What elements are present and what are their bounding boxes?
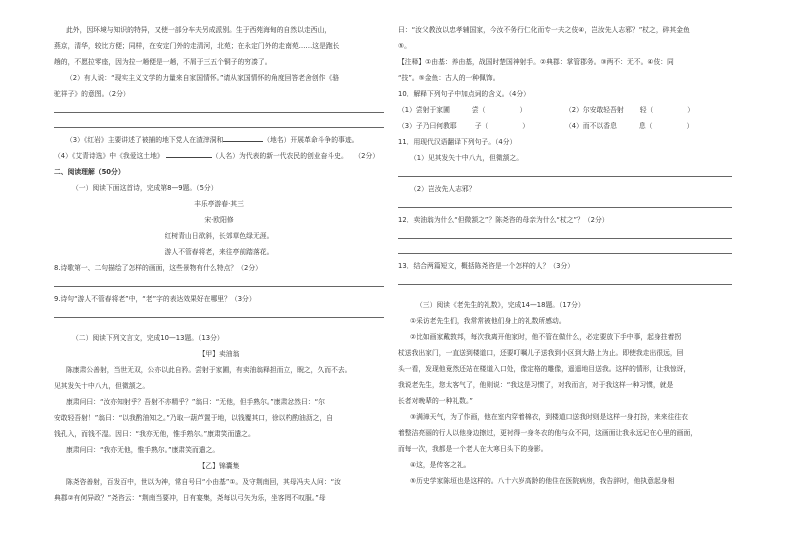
- poem-author: 宋·欧阳修: [204, 216, 234, 224]
- question-11-1: （1）见其发矢十中八九，但微颔之。: [410, 154, 524, 162]
- text-line: 长者对晚辈的一种礼数。”: [398, 397, 473, 405]
- q10-close[interactable]: ）: [519, 106, 527, 114]
- answer-line[interactable]: [54, 276, 384, 287]
- question-text: （4）《艾青诗选》中《我爱这土地》: [54, 152, 166, 160]
- answer-line[interactable]: [398, 243, 732, 254]
- answer-line[interactable]: [54, 307, 384, 318]
- answer-line[interactable]: [398, 228, 732, 239]
- text-title: 【甲】卖油翁: [198, 350, 240, 358]
- section-heading: 二、阅读理解（50分）: [54, 168, 125, 176]
- text-line: 杖送我出家门，一直送到楼道口，还要叮嘱儿子送我到小区到大路上为止。即使我走出很远，回: [398, 349, 684, 357]
- question-11-2: （2）岂汝先人志邪？: [410, 185, 476, 193]
- text-line: 康肃问曰：“我亦无他，惟手熟尔。”康肃笑而遣之。: [66, 446, 220, 454]
- text-line: ⑤。: [398, 42, 411, 50]
- paragraph-line: 燕京，清华，较比方便；同样，在安定门外的走清河，北苑；在永定门外的走南苑……这是跑长: [54, 42, 340, 50]
- question-2-line: （2）有人说：“现实主义文学的力量来自家国情怀。”请从家国情怀的角度回答老舍创作《骆: [66, 74, 340, 82]
- question-13: 13．结合两篇短文，概括陈尧咨是一个怎样的人？（3分）: [398, 262, 575, 270]
- left-column: [54, 22, 384, 506]
- q10-word: 子（: [474, 122, 489, 130]
- paragraph-line: 此外，因环境与知识的特异，又使一部分车夫另成派别。生于西苑海甸的自然以走西山，: [66, 26, 332, 34]
- question-9: 9.诗句“游人不管春将老”中，“老”字的表达效果好在哪里？（3分）: [54, 295, 256, 303]
- q10-sentence: （1）尝射于家圃: [398, 106, 450, 114]
- notes-line: 【注释】①由基：养由基，战国时楚国神射手。②典郡：掌管郡务。③两不：无不。④伎：同: [398, 58, 674, 66]
- paragraph-line: 趟的，不愿拉零座，因为拉一趟便是一趟，不屑于三五个铜子的穷凑了。: [54, 58, 272, 66]
- text-line: 头一看，发现他竟然还站在楼道入口处，像定格的雕像，遥遥地目送我。这样的情形，让我惊讶，: [398, 365, 691, 373]
- text-line: 陈尧咨善射，百发百中，世以为神，常自号曰“小由基”①。及守荆南回，其母冯夫人问：“汝: [66, 478, 341, 486]
- subsection-heading: （二）阅读下列文言文，完成10—13题。（13分）: [72, 334, 224, 342]
- question-2-line: 驼祥子》的意图。（2分）: [54, 90, 130, 98]
- poem-line: 游人不管春将老，来往亭前踏落花。: [164, 248, 274, 256]
- question-3-text: （3）《红岩》主要讲述了被捕的地下党人在渣滓洞和: [66, 136, 224, 144]
- question-text: （人名）为代表的新一代农民的创业奋斗史。: [211, 152, 348, 160]
- question-10: 10．解释下列句子中加点词的含义。（4分）: [398, 90, 530, 98]
- text-line: 着整洁亮丽的行人以他身边擦过，更衬得一身冬衣的他与众不同，这画面让我永远记在心里的画面，: [398, 429, 698, 437]
- text-line: 见其发矢十中八九，但微颔之。: [54, 382, 150, 390]
- q10-sentence: （2）尔安敢轻吾射: [565, 106, 624, 114]
- question-3-text: （地名）开展革命斗争的事迹。: [263, 136, 359, 144]
- text-line: ④这，是传客之礼。: [410, 461, 471, 469]
- text-line: 典郡②有何异政？”尧咨云：“荆南当要冲，日有宴集，尧每以弓矢为乐，坐客罔不叹服。”母: [54, 494, 326, 502]
- q10-word: 息（: [638, 122, 653, 130]
- question-3-line: [54, 132, 384, 148]
- q10-close[interactable]: ）: [687, 106, 695, 114]
- subsection-heading: （一）阅读下面这首诗，完成第8—9题。（5分）: [72, 184, 218, 192]
- answer-line[interactable]: [54, 117, 384, 128]
- text-line: ③满漳天气，为了作画，他在室内穿着棉衣，到楼道口送我时则是这样一身打扮，来来往往衣: [410, 413, 688, 421]
- text-line: 而每一次，我都是一个老人在大寒日头下的身影。: [398, 445, 548, 453]
- q10-item: [565, 118, 732, 134]
- text-line: 陈康肃公善射，当世无双，公亦以此自矜。尝射于家圃，有卖油翁释担而立，睨之，久而不去。: [66, 366, 352, 374]
- answer-line[interactable]: [398, 274, 732, 285]
- poem-line: 红树青山日欲斜，长郊草色绿无涯。: [164, 232, 274, 240]
- q10-item: [398, 118, 565, 134]
- question-11: 11．用现代汉语翻译下列句子。（4分）: [398, 138, 517, 146]
- text-line: ②比如画家戴敦邦，每次我离开他家时，他不管在做什么，必定要放下手中事，起身拄着拐: [410, 333, 682, 341]
- question-10-row: [398, 102, 732, 118]
- text-line: ⑤历史学家陈垣也是这样的。八十六岁高龄的他住在医院病房，我告辞时，他执意起身相: [410, 477, 675, 485]
- q10-sentence: （3）子乃曰何教耶: [398, 122, 457, 130]
- question-8: 8.诗歌第一、二句描绘了怎样的画面，这些景物有什么特点？（2分）: [54, 264, 262, 272]
- answer-line[interactable]: [398, 166, 732, 177]
- q10-word: 轻（: [639, 106, 654, 114]
- subsection-heading: （三）阅读《老先生的礼数》，完成14—18题。（17分）: [416, 301, 585, 309]
- text-line: 我说老先生，您太客气了，他则说：“我这是习惯了，对我而言，对于我这样一种习惯，就是: [398, 381, 674, 389]
- right-column: [398, 22, 732, 489]
- text-line: ①采访老先生们，我常常被他们身上的礼数所感动。: [410, 317, 566, 325]
- blank[interactable]: [166, 149, 212, 158]
- blank[interactable]: [223, 133, 263, 142]
- text-line: 康肃问曰：“汝亦知射乎？吾射不亦精乎？”翁曰：“无他，但手熟尔。”康肃忿然曰：“尔: [66, 398, 325, 406]
- answer-line[interactable]: [54, 102, 384, 113]
- q10-item: [565, 102, 732, 118]
- text-line: 安敢轻吾射！”翁曰：“以我酌油知之。”乃取一葫芦置于地，以钱覆其口，徐以杓酌油沥之，自: [54, 414, 334, 422]
- q10-close[interactable]: ）: [522, 122, 530, 130]
- question-10-row: [398, 118, 732, 134]
- text-line: 曰：“汝父教汝以忠孝辅国家，今汝不务行仁化而专一夫之伎④，岂汝先人志邪？”杖之，碎其金鱼: [398, 26, 690, 34]
- question-3-line: [54, 148, 384, 164]
- poem-title: 丰乐亭游春·其三: [194, 200, 244, 208]
- text-line: 钱孔入，而钱不湿。因曰：“我亦无他，惟手熟尔。”康肃笑而遣之。: [54, 430, 255, 438]
- points: （2分）: [357, 152, 380, 160]
- answer-line[interactable]: [398, 197, 732, 208]
- q10-sentence: （4）而不以香息: [565, 122, 617, 130]
- text-title: 【乙】锦囊集: [198, 462, 240, 470]
- question-12: 12．卖油翁为什么“但微颔之”？陈尧咨的母亲为什么“杖之”？（2分）: [398, 216, 609, 224]
- notes-line: “技”。⑤金鱼：古人的一种佩饰。: [398, 74, 500, 82]
- q10-word: 尝（: [471, 106, 486, 114]
- q10-close[interactable]: ）: [686, 122, 694, 130]
- q10-item: [398, 102, 565, 118]
